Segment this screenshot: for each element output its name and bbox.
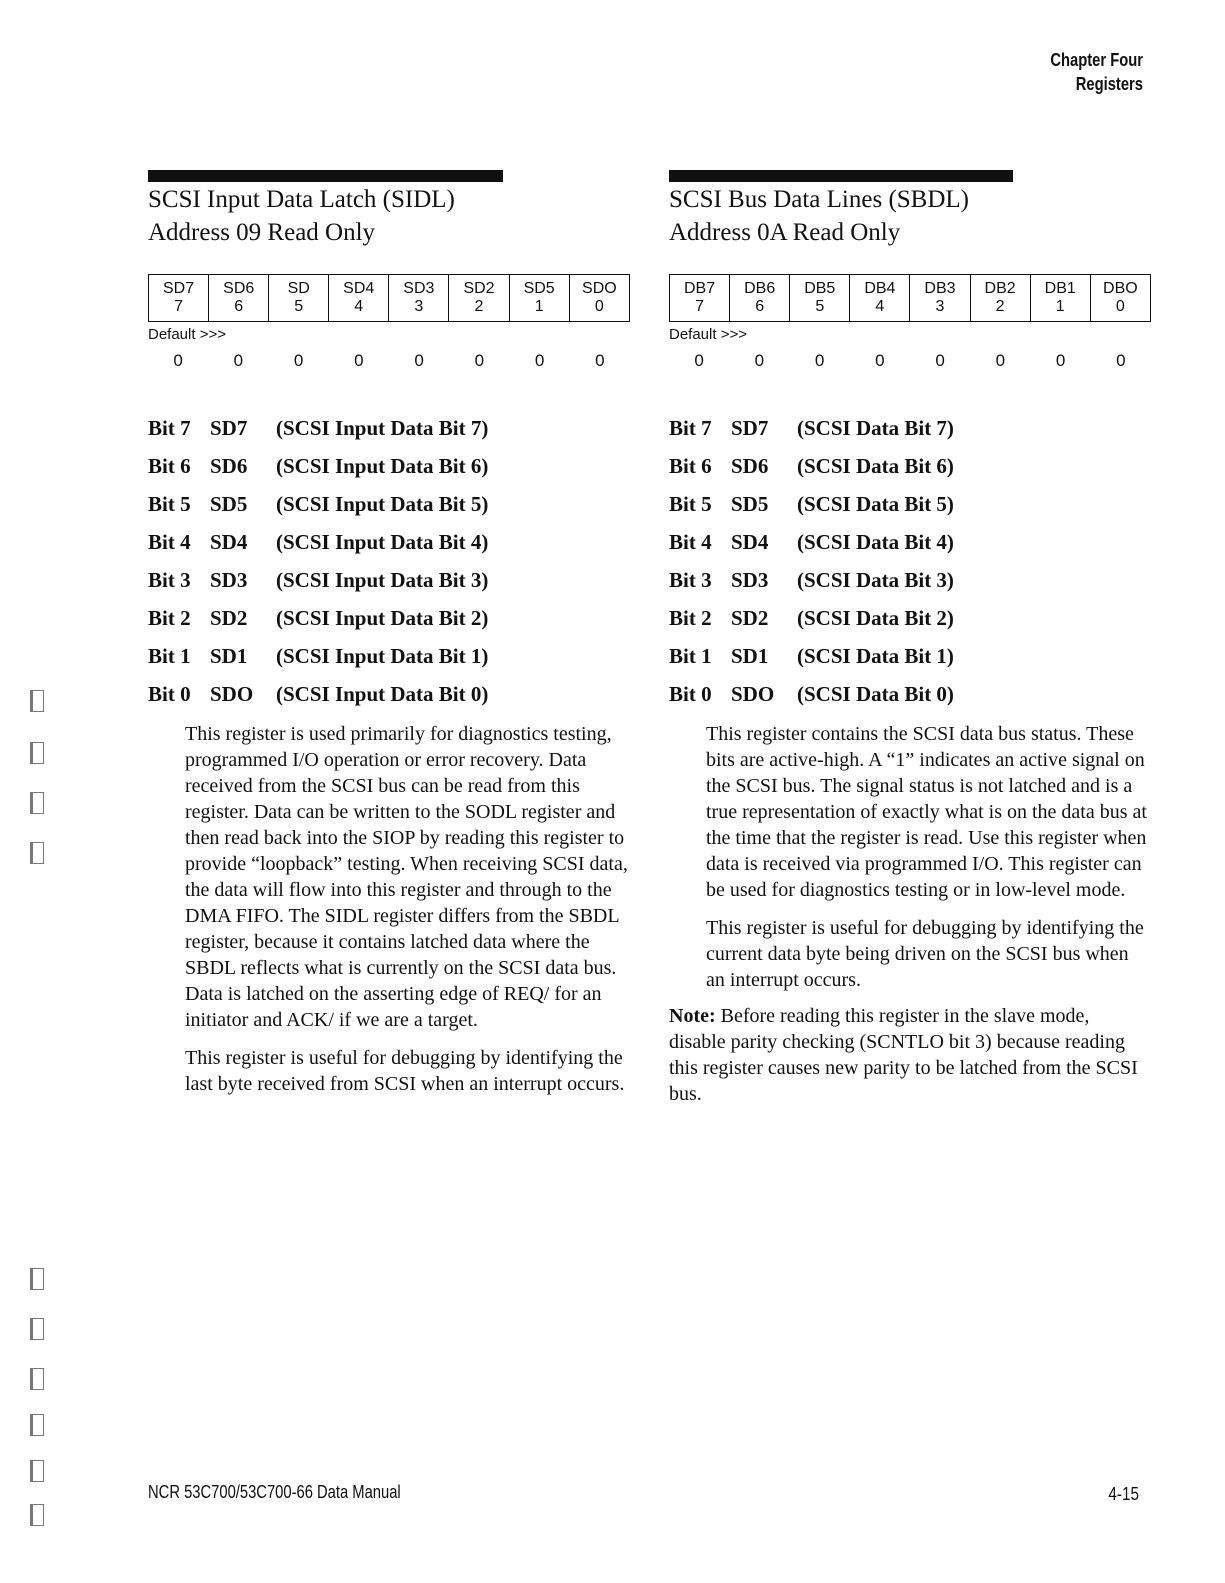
bit-description-row (148, 447, 630, 485)
bit-desc: (SCSI Input Data Bit 2) (276, 606, 489, 630)
bit-description-row (148, 409, 630, 447)
default-value: 0 (875, 351, 885, 370)
bit-desc: (SCSI Input Data Bit 3) (276, 568, 489, 592)
bit-mnemonic: SD6 (731, 454, 769, 478)
bit-description-row (148, 523, 630, 561)
default-value: 0 (474, 351, 485, 370)
bit-index: Bit 5 (148, 492, 191, 516)
bit-number-cell: 7 (149, 298, 209, 322)
page-header (1050, 48, 1143, 96)
sbdl-bit-descriptions (669, 409, 1151, 713)
bit-mnemonic: SD6 (210, 454, 248, 478)
bit-name-cell: SD3 (389, 275, 449, 299)
bit-number-cell: 3 (389, 298, 449, 322)
bit-mnemonic: SD1 (731, 644, 769, 668)
bit-name-cell: SD7 (149, 275, 209, 299)
binder-mark (30, 1414, 44, 1436)
bit-description-row (669, 447, 1151, 485)
bit-name-cell: SDO (569, 275, 629, 299)
bit-number-cell: 3 (910, 298, 970, 322)
binder-mark (30, 1268, 44, 1290)
bit-description-row (669, 637, 1151, 675)
note-text: Before reading this register in the slave mode, disable parity checking (SCNTLO bit 3) because reading this register causes new parity to be latched from the SCSI bus. (669, 1005, 1138, 1105)
binder-mark (30, 842, 44, 864)
bit-desc: (SCSI Data Bit 5) (797, 492, 954, 516)
default-value: 0 (173, 351, 183, 370)
bit-number-cell: 5 (269, 298, 329, 322)
default-value: 0 (595, 351, 605, 370)
default-value: 0 (354, 351, 364, 370)
bit-name-cell: DB1 (1030, 275, 1090, 299)
sbdl-title: SCSI Bus Data Lines (SBDL) (669, 186, 969, 213)
title-rule (148, 170, 503, 182)
bit-desc: (SCSI Data Bit 0) (797, 682, 954, 706)
bit-mnemonic: SD2 (731, 606, 769, 630)
bit-description-row (148, 599, 630, 637)
bit-name-cell: DB5 (790, 275, 850, 299)
default-value: 0 (1055, 351, 1066, 370)
default-label: Default >>> (669, 326, 747, 343)
default-values (669, 351, 1151, 371)
sidl-title: SCSI Input Data Latch (SIDL) (148, 186, 455, 213)
bit-mnemonic: SD2 (210, 606, 248, 630)
bit-mnemonic: SD3 (210, 568, 248, 592)
page-number: 4-15 (1108, 1484, 1139, 1504)
bit-index: Bit 7 (148, 416, 191, 440)
chapter-label: Chapter Four (1050, 50, 1143, 70)
sidl-debug-note: This register is useful for debugging by identifying the last byte received from SCSI when an interrupt occurs. (185, 1047, 625, 1095)
bit-desc: (SCSI Input Data Bit 1) (276, 644, 489, 668)
default-value: 0 (754, 351, 765, 370)
bit-number-cell: 2 (970, 298, 1030, 322)
sidl-address: Address 09 Read Only (148, 219, 376, 246)
bit-description-row (148, 485, 630, 523)
sbdl-address: Address 0A Read Only (669, 219, 901, 246)
bit-description-row (669, 523, 1151, 561)
bit-number-cell: 4 (329, 298, 389, 322)
binder-mark (30, 1368, 44, 1390)
bit-name-cell: DB3 (910, 275, 970, 299)
note-label: Note: (669, 1005, 716, 1027)
bit-index: Bit 6 (148, 454, 191, 478)
default-label: Default >>> (148, 326, 226, 343)
bit-index: Bit 1 (148, 644, 191, 668)
bit-desc: (SCSI Data Bit 4) (797, 530, 954, 554)
bit-index: Bit 3 (669, 568, 712, 592)
sidl-bit-descriptions (148, 409, 630, 713)
bit-number-cell: 6 (730, 298, 790, 322)
bit-name-cell: SD5 (509, 275, 569, 299)
bit-mnemonic: SDO (210, 682, 254, 706)
sbdl-section (669, 170, 1151, 1107)
bit-mnemonic: SD7 (731, 416, 769, 440)
sbdl-description: This register contains the SCSI data bus status. These bits are active-high. A “1” indicates an active signal on the SCSI bus. The signal status is not latched and is a true representation of exactly what is on the data bus at the time that the register is read. Use this register when data is received via programmed I/O. This register can be used for diagnostics testing or in low-level mode. (706, 723, 1147, 901)
bit-desc: (SCSI Input Data Bit 4) (276, 530, 489, 554)
bit-index: Bit 4 (669, 530, 712, 554)
bit-mnemonic: SDO (731, 682, 775, 706)
sidl-section (148, 170, 630, 1097)
bit-description-row (669, 409, 1151, 447)
binder-mark (30, 690, 44, 712)
bit-description-row (669, 675, 1151, 713)
bit-index: Bit 5 (669, 492, 712, 516)
sidl-bit-table (148, 274, 630, 322)
bit-description-row (148, 561, 630, 599)
bit-desc: (SCSI Input Data Bit 5) (276, 492, 489, 516)
binder-mark (30, 1460, 44, 1482)
slave-mode-note (669, 1003, 1151, 1107)
binder-mark (30, 1504, 44, 1526)
bit-mnemonic: SD7 (210, 416, 248, 440)
bit-mnemonic: SD4 (210, 530, 248, 554)
bit-mnemonic: SD4 (731, 530, 769, 554)
bit-name-cell: SD (269, 275, 329, 299)
sidl-description: This register is used primarily for diagnostics testing, programmed I/O operation or error recovery. Data received from the SCSI bus can be read from this register. Data can be written to the SODL register and then read back into the SIOP by reading this register to provide “loopback” testing. When receiving SCSI data, the data will flow into this register and through to the DMA FIFO. The SIDL register differs from the SBDL register, because it contains latched data where the SBDL reflects what is currently on the SCSI data bus. Data is latched on the asserting edge of REQ/ for an initiator and ACK/ if we are a target. (185, 723, 628, 1031)
bit-number-cell: 4 (850, 298, 910, 322)
default-value: 0 (814, 351, 825, 370)
bit-index: Bit 7 (669, 416, 712, 440)
bit-desc: (SCSI Data Bit 3) (797, 568, 954, 592)
bit-desc: (SCSI Data Bit 7) (797, 416, 954, 440)
bit-description-row (148, 675, 630, 713)
default-value: 0 (414, 351, 424, 370)
bit-mnemonic: SD3 (731, 568, 769, 592)
bit-mnemonic: SD1 (210, 644, 248, 668)
bit-desc: (SCSI Input Data Bit 7) (276, 416, 489, 440)
bit-number-cell: 6 (209, 298, 269, 322)
bit-number-cell: 0 (569, 298, 629, 322)
bit-description-row (669, 485, 1151, 523)
bit-index: Bit 4 (148, 530, 191, 554)
bit-number-cell: 2 (449, 298, 509, 322)
bit-description-row (669, 561, 1151, 599)
bit-index: Bit 0 (148, 682, 191, 706)
bit-name-cell: DB7 (670, 275, 730, 299)
default-values (148, 351, 630, 371)
bit-index: Bit 6 (669, 454, 712, 478)
bit-desc: (SCSI Data Bit 2) (797, 606, 954, 630)
default-value: 0 (935, 351, 945, 370)
default-value: 0 (995, 351, 1006, 370)
bit-number-cell: 0 (1090, 298, 1150, 322)
default-value: 0 (233, 351, 244, 370)
bit-mnemonic: SD5 (210, 492, 248, 516)
default-value: 0 (1116, 351, 1126, 370)
binder-mark (30, 742, 44, 764)
bit-name-cell: DB6 (730, 275, 790, 299)
bit-desc: (SCSI Data Bit 6) (797, 454, 954, 478)
bit-description-row (148, 637, 630, 675)
bit-index: Bit 1 (669, 644, 712, 668)
bit-name-cell: SD4 (329, 275, 389, 299)
binder-mark (30, 1318, 44, 1340)
title-rule (669, 170, 1013, 182)
default-value: 0 (534, 351, 545, 370)
default-value: 0 (694, 351, 704, 370)
bit-name-cell: SD2 (449, 275, 509, 299)
bit-number-cell: 1 (509, 298, 569, 322)
bit-name-cell: DBO (1090, 275, 1150, 299)
bit-desc: (SCSI Data Bit 1) (797, 644, 954, 668)
bit-mnemonic: SD5 (731, 492, 769, 516)
bit-index: Bit 0 (669, 682, 712, 706)
bit-name-cell: DB2 (970, 275, 1030, 299)
bit-index: Bit 2 (148, 606, 191, 630)
default-value: 0 (293, 351, 304, 370)
bit-name-cell: SD6 (209, 275, 269, 299)
bit-desc: (SCSI Input Data Bit 6) (276, 454, 489, 478)
bit-number-cell: 5 (790, 298, 850, 322)
manual-title: NCR 53C700/53C700-66 Data Manual (148, 1482, 401, 1502)
sbdl-bit-table (669, 274, 1151, 322)
bit-index: Bit 3 (148, 568, 191, 592)
binder-mark (30, 792, 44, 814)
bit-number-cell: 7 (670, 298, 730, 322)
bit-index: Bit 2 (669, 606, 712, 630)
bit-number-cell: 1 (1030, 298, 1090, 322)
bit-desc: (SCSI Input Data Bit 0) (276, 682, 489, 706)
section-label: Registers (1075, 74, 1143, 94)
bit-name-cell: DB4 (850, 275, 910, 299)
sbdl-debug-note: This register is useful for debugging by identifying the current data byte being driven on the SCSI bus when an interrupt occurs. (706, 917, 1144, 991)
bit-description-row (669, 599, 1151, 637)
